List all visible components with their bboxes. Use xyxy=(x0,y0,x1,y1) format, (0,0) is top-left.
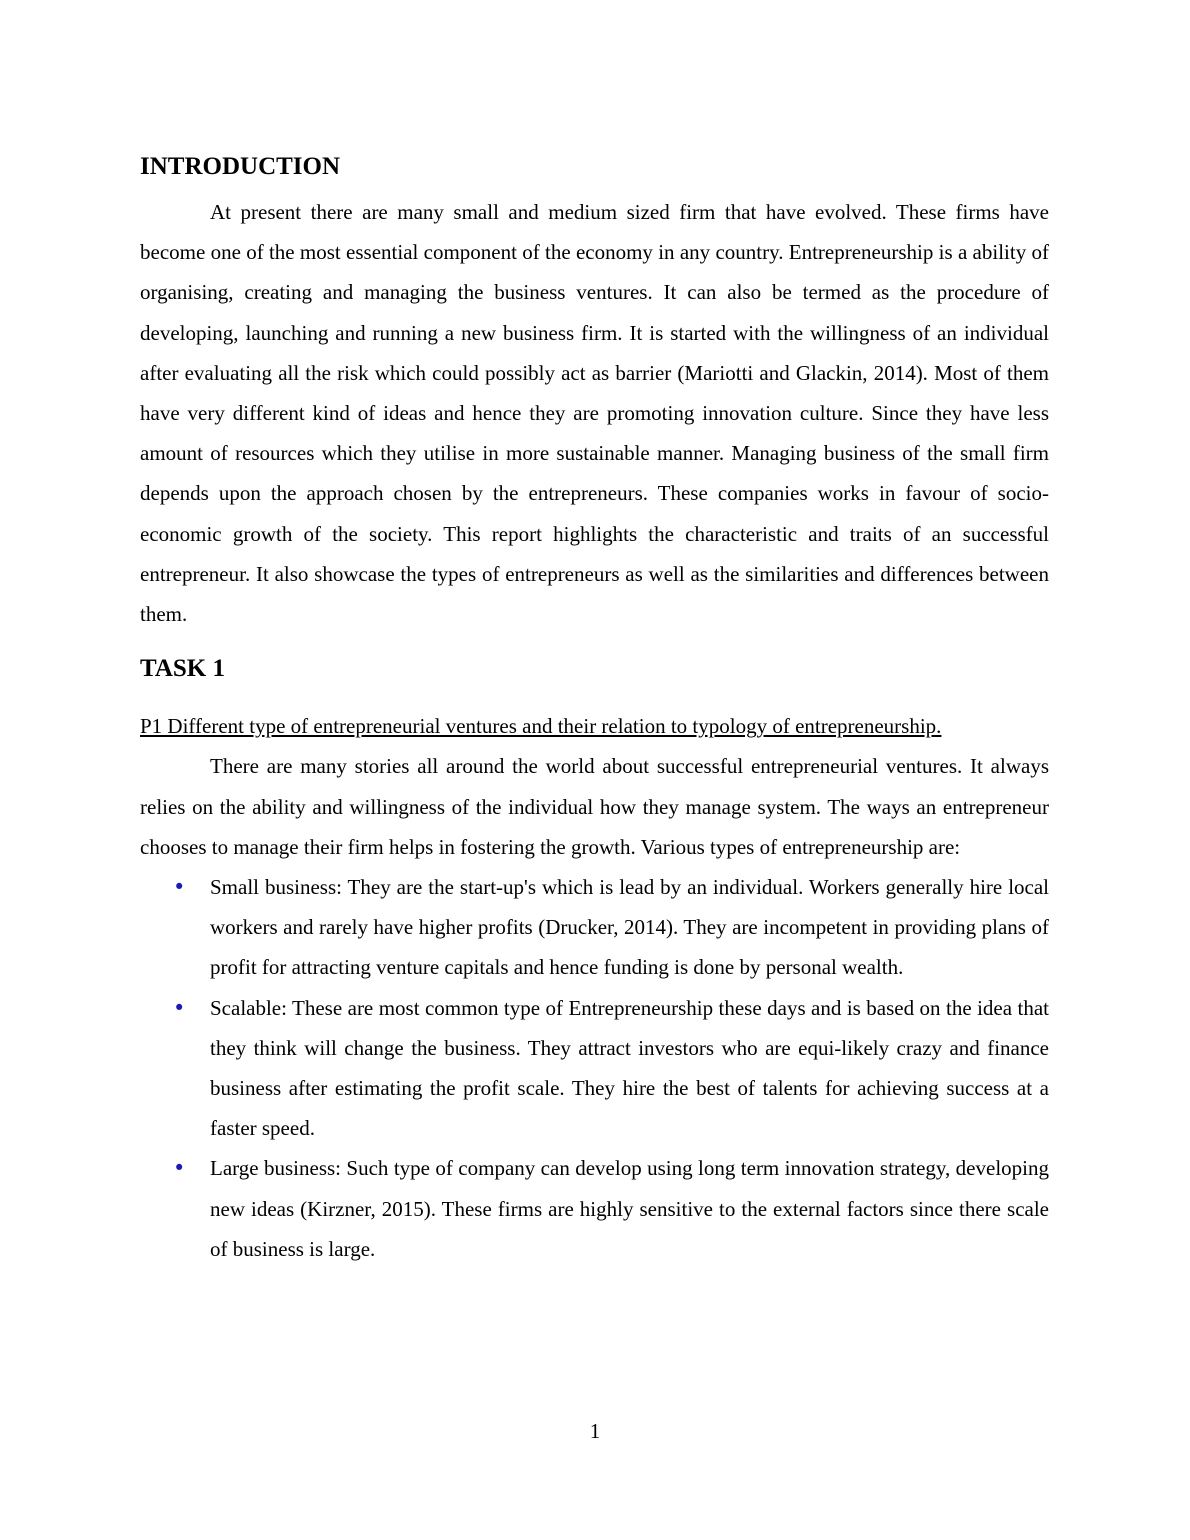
task1-heading: TASK 1 xyxy=(140,655,225,683)
bullet-icon: • xyxy=(173,995,186,1020)
list-item xyxy=(140,1148,1049,1269)
task1-paragraph: There are many stories all around the world about successful entrepreneurial ventures. It always relies on the ability and willingness of the individual how they manage system. The ways an entrepreneur chooses to manage their firm helps in fostering the growth. Various types of entrepreneurship are: xyxy=(140,754,1049,859)
list-item xyxy=(140,988,1049,1149)
list-item xyxy=(140,867,1049,988)
entrepreneurship-types-list xyxy=(140,867,1049,1269)
bullet-icon: • xyxy=(173,1156,186,1181)
page-number: 1 xyxy=(589,1419,601,1443)
introduction-heading: INTRODUCTION xyxy=(140,153,341,180)
bullet-icon: • xyxy=(173,875,186,900)
document-page xyxy=(140,150,1049,1269)
task1-subheading: P1 Different type of entrepreneurial ventures and their relation to typology of entrepreneurship. xyxy=(140,714,942,739)
introduction-paragraph: At present there are many small and medium sized firm that have evolved. These firms have become one of the most essential component of the economy in any country. Entrepreneurship is a ability of organising, creating and managing the business ventures. It can also be termed as the procedure of developing, launching and running a new business firm. It is started with the willingness of an individual after evaluating all the risk which could possibly act as barrier (Mariotti and Glackin, 2014). Most of them have very different kind of ideas and hence they are promoting innovation culture. Since they have less amount of resources which they utilise in more sustainable manner. Managing business of the small firm depends upon the approach chosen by the entrepreneurs. These companies works in favour of socio-economic growth of the society. This report highlights the characteristic and traits of an successful entrepreneur. It also showcase the types of entrepreneurs as well as the similarities and differences between them. xyxy=(140,200,1049,627)
list-item-text: Scalable: These are most common type of Entrepreneurship these days and is based on the idea that they think will change the business. They attract investors who are equi-likely crazy and finance business after estimating the profit scale. They hire the best of talents for achieving success at a faster speed. xyxy=(210,995,1049,1141)
list-item-text: Large business: Such type of company can develop using long term innovation strategy, developing new ideas (Kirzner, 2015). These firms are highly sensitive to the external factors since there scale of business is large. xyxy=(210,1156,1049,1261)
list-item-text: Small business: They are the start-up's which is lead by an individual. Workers generally hire local workers and rarely have higher profits (Drucker, 2014). They are incompetent in providing plans of profit for attracting venture capitals and hence funding is done by personal wealth. xyxy=(210,875,1049,980)
